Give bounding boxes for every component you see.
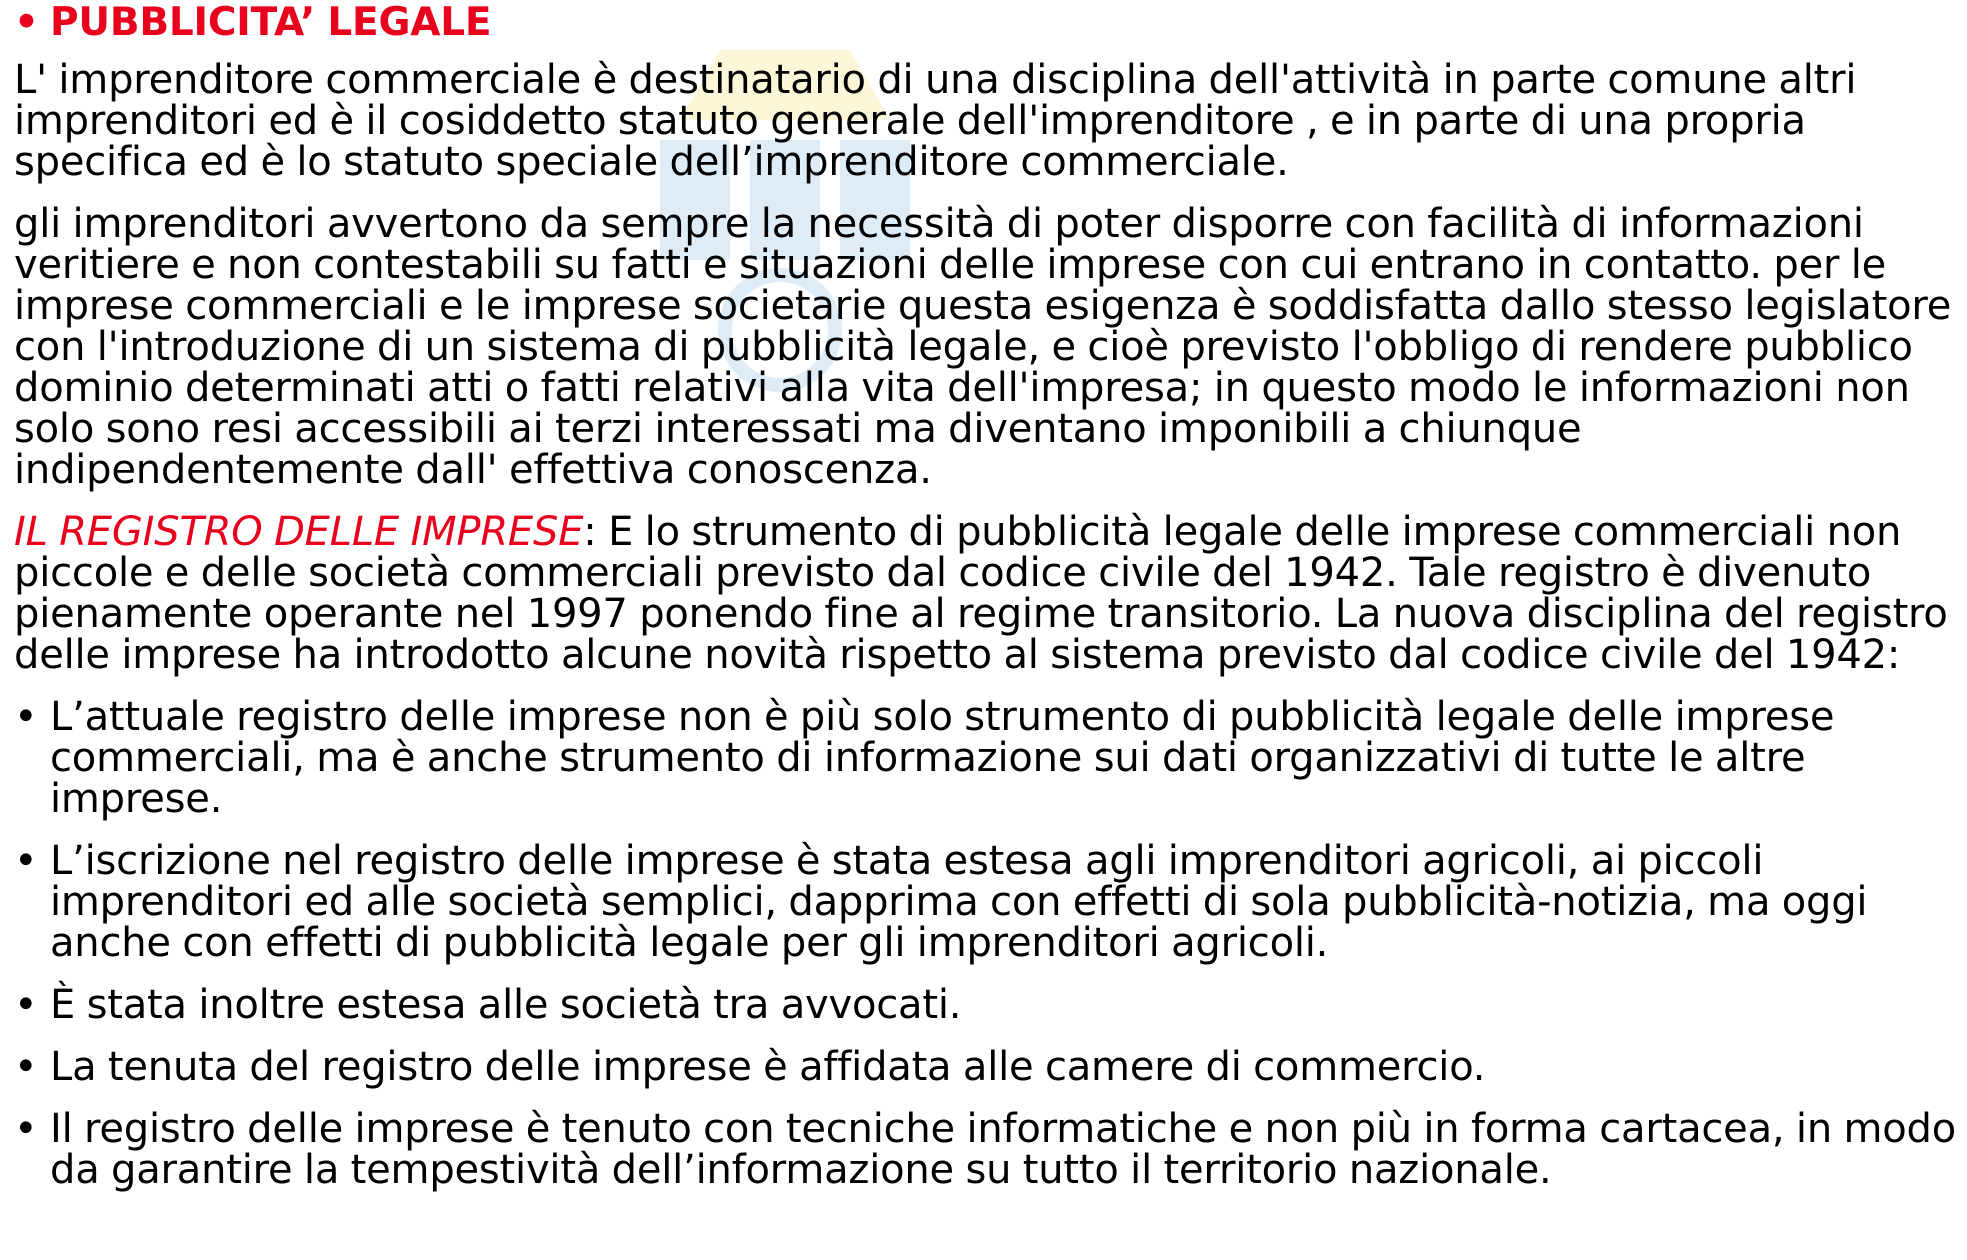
list-item-text: L’iscrizione nel registro delle imprese è stata estesa agli imprenditori agricoli, ai piccoli imprenditori ed alle società semplici, dapprima con effetti di sola pubblicità-notizia, ma oggi anche con effetti di pubblicità legale per gli imprenditori agricoli.	[50, 838, 1868, 966]
paragraph-pubblicita: gli imprenditori avvertono da sempre la necessità di poter disporre con facilità di informazioni veritiere e non contestabili su fatti e situazioni delle imprese con cui entrano in contatto. per le imprese commerciali e le imprese societarie questa esigenza è soddisfatta dallo stesso legislatore con l'introduzione di un sistema di pubblicità legale, e cioè previsto l'obbligo di rendere pubblico dominio determinati atti o fatti relativi alla vita dell'impresa; in questo modo le informazioni non solo sono resi accessibili ai terzi interessati ma diventano imponibili a chiunque indipendentemente dall' effettiva conoscenza.	[14, 201, 1952, 493]
list-bullet: •	[14, 1044, 38, 1090]
list-item	[14, 982, 1959, 1028]
list-item	[14, 694, 1959, 822]
slide-content	[14, 0, 1959, 1212]
paragraph-statuto: L' imprenditore commerciale è destinatario di una disciplina dell'attività in parte comune altri imprenditori ed è il cosiddetto statuto generale dell'imprenditore , e in parte di una propria specifica ed è lo statuto speciale dell’imprenditore commerciale.	[14, 57, 1857, 185]
registro-text: : E lo strumento di pubblicità legale delle imprese commerciali non piccole e delle società commerciali previsto dal codice civile del 1942. Tale registro è divenuto pienamente operante nel 1997 ponendo fine al regime transitorio. La nuova disciplina del registro delle imprese ha introdotto alcune novità rispetto al sistema previsto dal codice civile del 1942:	[14, 509, 1948, 678]
novita-list	[14, 694, 1959, 1193]
list-bullet: •	[14, 838, 38, 884]
list-bullet: •	[14, 1106, 38, 1152]
slide-title	[14, 0, 1959, 46]
list-item	[14, 1044, 1959, 1090]
list-item-text: Il registro delle imprese è tenuto con tecniche informatiche e non più in forma cartacea, in modo da garantire la tempestività dell’informazione su tutto il territorio nazionale.	[50, 1106, 1957, 1193]
title-text: PUBBLICITA’ LEGALE	[50, 0, 492, 45]
list-item-text: L’attuale registro delle imprese non è più solo strumento di pubblicità legale delle imprese commerciali, ma è anche strumento di informazione sui dati organizzativi di tutte le altre imprese.	[50, 694, 1835, 822]
paragraph-registro	[14, 509, 1959, 678]
registro-label: IL REGISTRO DELLE IMPRESE	[14, 509, 584, 555]
list-item-text: La tenuta del registro delle imprese è affidata alle camere di commercio.	[50, 1044, 1486, 1090]
title-bullet: •	[14, 0, 39, 45]
list-item-text: È stata inoltre estesa alle società tra avvocati.	[50, 982, 962, 1028]
list-item	[14, 838, 1959, 966]
list-item	[14, 1106, 1959, 1193]
list-bullet: •	[14, 982, 38, 1028]
list-bullet: •	[14, 694, 38, 740]
